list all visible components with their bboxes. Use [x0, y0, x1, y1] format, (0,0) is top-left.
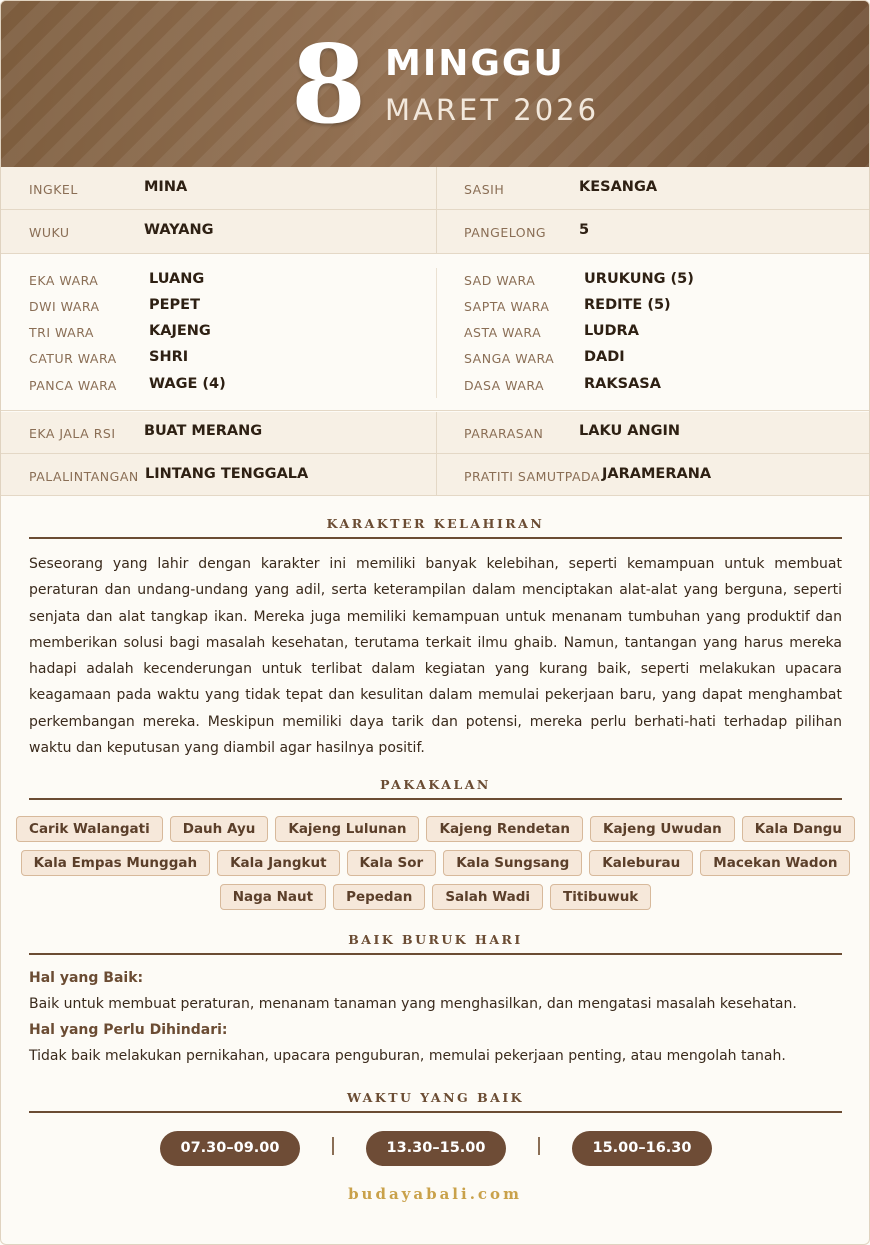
pangelong-label: PANGELONG [464, 225, 547, 240]
info-row-ingkel [1, 167, 869, 210]
karakter-text: Seseorang yang lahir dengan karakter ini memiliki banyak kelebihan, seperti kemampuan untuk membuat peraturan dan undang-undang yang adil, serta keterampilan dalam menciptakan alat-alat yang berguna, seperti senjata dan alat tangkap ikan. Mereka juga memiliki kemampuan untuk menanam tumbuhan yang produktif dan memberikan solusi bagi masalah kesehatan, terutama terkait ilmu ghaib. Namun, tantangan yang harus mereka hadapi adalah kecenderungan untuk terlibat dalam kegiatan yang kurang baik, seperti melakukan upacara keagamaan pada waktu yang tidak tepat dan kesulitan dalam memulai pekerjaan baru, yang dapat menghambat perkembangan mereka. Meskipun memiliki daya tarik dan potensi, mereka perlu berhati-hati terhadap pilihan waktu dan keputusan yang diambil agar hasilnya positif. [29, 556, 842, 757]
pakakalan-chip: Kaleburau [589, 850, 693, 876]
eka-jala-rsi-value: BUAT MERANG [144, 423, 263, 439]
tri-wara-label: TRI WARA [29, 325, 94, 340]
pangelong-value: 5 [579, 222, 590, 238]
month-year: MARET 2026 [385, 93, 600, 127]
sasih-value: KESANGA [579, 179, 658, 195]
eka-wara-value: LUANG [149, 271, 205, 287]
time-separator [332, 1137, 334, 1155]
dwi-wara-value: PEPET [149, 297, 200, 313]
eka-jala-rsi-label: EKA JALA RSI [29, 426, 116, 441]
pakakalan-chip: Pepedan [333, 884, 425, 910]
pakakalan-chip: Kajeng Lulunan [275, 816, 419, 842]
asta-wara-value: LUDRA [584, 323, 639, 339]
pakakalan-chip: Dauh Ayu [170, 816, 269, 842]
pararasan-value: LAKU ANGIN [579, 423, 681, 439]
pakakalan-chip: Naga Naut [220, 884, 326, 910]
pakakalan-chip: Kala Jangkut [217, 850, 339, 876]
good-heading: Hal yang Baik: [29, 970, 144, 986]
good-text: Baik untuk membuat peraturan, menanam tanaman yang menghasilkan, dan mengatasi masalah kesehatan. [29, 996, 797, 1012]
sapta-wara-value: REDITE (5) [584, 297, 671, 313]
info-row-wuku [1, 210, 869, 254]
asta-wara-label: ASTA WARA [464, 325, 542, 340]
dasa-wara-label: DASA WARA [464, 378, 545, 393]
ingkel-label: INGKEL [29, 182, 78, 197]
pakakalan-chips [29, 816, 842, 918]
pakakalan-rule [29, 798, 842, 800]
sapta-wara-label: SAPTA WARA [464, 299, 550, 314]
chip-row [29, 816, 842, 842]
catur-wara-value: SHRI [149, 349, 189, 365]
dwi-wara-label: DWI WARA [29, 299, 100, 314]
pakakalan-chip: Salah Wadi [432, 884, 543, 910]
time-slot-2: 13.30–15.00 [366, 1131, 506, 1166]
day-number: 8 [291, 22, 367, 148]
time-slot-3: 15.00–16.30 [572, 1131, 712, 1166]
baik-buruk-rule [29, 953, 842, 955]
sanga-wara-label: SANGA WARA [464, 351, 555, 366]
date-header [1, 1, 869, 167]
bad-heading: Hal yang Perlu Dihindari: [29, 1022, 228, 1038]
wuku-label: WUKU [29, 225, 70, 240]
pakakalan-chip: Macekan Wadon [700, 850, 850, 876]
palalintangan-value: LINTANG TENGGALA [145, 466, 309, 482]
sasih-label: SASIH [464, 182, 505, 197]
pakakalan-chip: Kajeng Uwudan [590, 816, 735, 842]
pakakalan-chip: Titibuwuk [550, 884, 651, 910]
pakakalan-chip: Carik Walangati [16, 816, 163, 842]
tri-wara-value: KAJENG [149, 323, 211, 339]
sad-wara-value: URUKUNG (5) [584, 271, 694, 287]
wara-section [1, 254, 869, 411]
panca-wara-label: PANCA WARA [29, 378, 117, 393]
time-separator [538, 1137, 540, 1155]
catur-wara-label: CATUR WARA [29, 351, 117, 366]
info-row-eka-jala-rsi [1, 412, 869, 454]
pakakalan-chip: Kajeng Rendetan [426, 816, 583, 842]
pakakalan-chip: Kala Sungsang [443, 850, 582, 876]
pakakalan-chip: Kala Empas Munggah [21, 850, 211, 876]
wuku-value: WAYANG [144, 222, 214, 238]
day-name: MINGGU [385, 43, 565, 84]
pratiti-samutpada-label: PRATITI SAMUTPADA [464, 469, 600, 484]
pratiti-samutpada-value: JARAMERANA [602, 466, 712, 482]
waktu-title: WAKTU YANG BAIK [346, 1090, 525, 1105]
pakakalan-chip: Kala Sor [347, 850, 437, 876]
waktu-rule [29, 1111, 842, 1113]
pararasan-label: PARARASAN [464, 426, 544, 441]
info-row-palalintangan [1, 454, 869, 496]
chip-row [29, 884, 842, 910]
pakakalan-chip: Kala Dangu [742, 816, 855, 842]
bad-text: Tidak baik melakukan pernikahan, upacara penguburan, memulai pekerjaan penting, atau mengolah tanah. [29, 1048, 786, 1064]
wara-divider [436, 268, 437, 398]
ingkel-value: MINA [144, 179, 188, 195]
sanga-wara-value: DADI [584, 349, 625, 365]
eka-wara-label: EKA WARA [29, 273, 99, 288]
baik-buruk-title: BAIK BURUK HARI [348, 932, 523, 947]
pakakalan-title: PAKAKALAN [380, 777, 491, 792]
chip-row [29, 850, 842, 876]
sad-wara-label: SAD WARA [464, 273, 536, 288]
panca-wara-value: WAGE (4) [149, 376, 226, 392]
karakter-rule [29, 537, 842, 539]
dasa-wara-value: RAKSASA [584, 376, 661, 392]
footer-brand: budayabali.com [348, 1185, 522, 1203]
palalintangan-label: PALALINTANGAN [29, 469, 139, 484]
time-slot-1: 07.30–09.00 [160, 1131, 300, 1166]
karakter-title: KARAKTER KELAHIRAN [326, 516, 545, 531]
